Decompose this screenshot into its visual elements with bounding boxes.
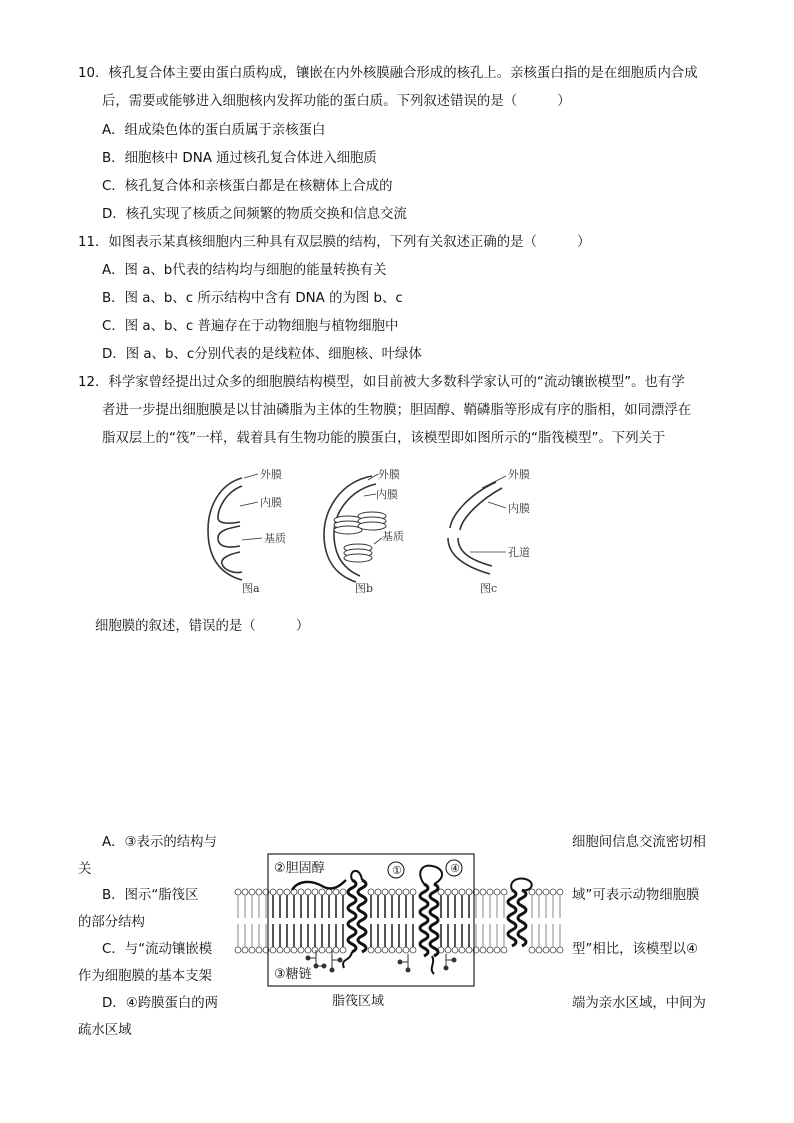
- figure-c-label-outer: 外膜: [508, 468, 530, 481]
- phospholipid-head: [312, 889, 318, 895]
- phospholipid-head: [536, 889, 542, 895]
- phospholipid-head: [550, 947, 556, 953]
- q10-option-d: D．核孔实现了核质之间频繁的物质交换和信息交流: [102, 207, 407, 222]
- q12-option-c-wrap: 作为细胞膜的基本支架: [78, 969, 212, 984]
- phospholipid-head: [396, 889, 402, 895]
- phospholipid-head: [305, 947, 311, 953]
- transmembrane-helix-a: [343, 871, 366, 968]
- phospholipid-head: [242, 889, 248, 895]
- q12-option-c-right: 型”相比，该模型以④: [572, 942, 699, 957]
- surface-protein: [292, 880, 346, 890]
- q12-option-a-right: 细胞间信息交流密切相: [572, 835, 706, 850]
- marker-1-label: ①: [392, 864, 402, 877]
- phospholipid-head: [459, 947, 465, 953]
- phospholipid-head: [494, 947, 500, 953]
- q12-stem-line3: 脂双层上的“筏”一样，载着具有生物功能的膜蛋白，该模型即如图所示的“脂筏模型”。下列关于: [102, 431, 666, 446]
- phospholipid-head: [403, 947, 409, 953]
- phospholipid-head: [249, 947, 255, 953]
- phospholipid-head: [333, 889, 339, 895]
- q10-stem-line2: 后，需要或能够进入细胞核内发挥功能的蛋白质。下列叙述错误的是（ ）: [102, 94, 571, 109]
- phospholipid-head: [298, 889, 304, 895]
- phospholipid-head: [249, 889, 255, 895]
- phospholipid-head: [480, 947, 486, 953]
- phospholipid-head: [291, 947, 297, 953]
- figure-c-label-inner: 内膜: [508, 502, 530, 515]
- q12-option-b-wrap: 的部分结构: [78, 915, 145, 930]
- phospholipid-head: [340, 947, 346, 953]
- q12-stem-line1: 12．科学家曾经提出过众多的细胞膜结构模型，如目前被大多数科学家认可的“流动镶嵌模型”。也有学: [78, 375, 685, 390]
- marker-4-label: ④: [450, 862, 460, 875]
- phospholipid-head: [326, 889, 332, 895]
- phospholipid-head: [396, 947, 402, 953]
- q11-option-c: C．图 a、b、c 普遍存在于动物细胞与植物细胞中: [102, 319, 399, 334]
- phospholipid-head: [389, 947, 395, 953]
- phospholipid-head: [557, 947, 563, 953]
- figure-a-caption: 图a: [242, 582, 260, 595]
- phospholipid-head: [319, 889, 325, 895]
- phospholipid-head: [550, 889, 556, 895]
- figure-b-label-outer: 外膜: [378, 468, 400, 481]
- phospholipid-head: [529, 947, 535, 953]
- phospholipid-head: [270, 947, 276, 953]
- phospholipid-head: [543, 947, 549, 953]
- lipid-raft-diagram: [232, 850, 568, 1010]
- phospholipid-head: [466, 889, 472, 895]
- q10-option-c: C．核孔复合体和亲核蛋白都是在核糖体上合成的: [102, 179, 393, 194]
- q11-stem: 11．如图表示某真核细胞内三种具有双层膜的结构，下列有关叙述正确的是（ ）: [78, 235, 591, 250]
- q12-option-a-left: A．③表示的结构与: [102, 835, 217, 850]
- phospholipid-head: [445, 889, 451, 895]
- phospholipid-head: [389, 889, 395, 895]
- figure-b-caption: 图b: [355, 582, 374, 595]
- raft-region-caption: 脂筏区域: [332, 994, 385, 1009]
- figure-b-grana: [334, 512, 386, 562]
- figure-c-leaders: [470, 476, 506, 552]
- phospholipid-head: [235, 889, 241, 895]
- phospholipid-head: [487, 889, 493, 895]
- q11-option-b: B．图 a、b、c 所示结构中含有 DNA 的为图 b、c: [102, 291, 403, 306]
- phospholipid-head: [494, 889, 500, 895]
- phospholipid-head: [270, 889, 276, 895]
- phospholipid-head: [501, 947, 507, 953]
- phospholipid-head: [480, 889, 486, 895]
- double-membrane-figures: [200, 466, 600, 598]
- q11-option-d: D．图 a、b、c分别代表的是线粒体、细胞核、叶绿体: [102, 347, 422, 362]
- phospholipid-head: [382, 947, 388, 953]
- phospholipid-head: [501, 889, 507, 895]
- q10-stem-line1: 10．核孔复合体主要由蛋白质构成，镶嵌在内外核膜融合形成的核孔上。亲核蛋白指的是在细胞质内合成: [78, 66, 698, 81]
- transmembrane-helix-b: [420, 866, 442, 974]
- phospholipid-head: [410, 889, 416, 895]
- phospholipid-head: [452, 889, 458, 895]
- phospholipid-head: [298, 947, 304, 953]
- phospholipid-head: [382, 889, 388, 895]
- q12-option-d-left: D．④跨膜蛋白的两: [102, 996, 219, 1011]
- figure-a-leaders: [240, 474, 262, 540]
- phospholipid-head: [375, 947, 381, 953]
- phospholipid-head: [242, 947, 248, 953]
- figure-a-label-outer: 外膜: [260, 468, 282, 481]
- phospholipid-head: [445, 947, 451, 953]
- phospholipid-head: [305, 889, 311, 895]
- q12-stem-line4: 细胞膜的叙述，错误的是（ ）: [95, 619, 310, 634]
- phospholipid-head: [410, 947, 416, 953]
- phospholipid-head: [277, 947, 283, 953]
- phospholipid-head: [284, 889, 290, 895]
- phospholipid-head: [333, 947, 339, 953]
- phospholipid-head: [235, 947, 241, 953]
- phospholipid-head: [284, 947, 290, 953]
- figure-b-label-inner: 内膜: [376, 488, 398, 501]
- q10-option-a: A．组成染色体的蛋白质属于亲核蛋白: [102, 123, 326, 138]
- q12-option-d-right: 端为亲水区域，中间为: [572, 996, 706, 1011]
- phospholipid-head: [256, 947, 262, 953]
- phospholipid-head: [312, 947, 318, 953]
- phospholipid-head: [277, 889, 283, 895]
- figure-c: [448, 482, 502, 574]
- phospholipid-head: [466, 947, 472, 953]
- figure-c-caption: 图c: [480, 582, 498, 595]
- q12-option-d-wrap: 疏水区域: [78, 1023, 132, 1038]
- q12-option-b-right: 域”可表示动物细胞膜: [572, 888, 700, 903]
- q12-stem-line2: 者进一步提出细胞膜是以甘油磷脂为主体的生物膜；胆固醇、鞘磷脂等形成有序的脂相，如同漂浮在: [102, 403, 692, 418]
- phospholipid-head: [536, 947, 542, 953]
- phospholipid-head: [326, 947, 332, 953]
- transmembrane-helix-outside: [508, 878, 532, 946]
- q11-option-a: A．图 a、b代表的结构均与细胞的能量转换有关: [102, 263, 387, 278]
- figure-c-label-pore: 孔道: [508, 546, 530, 559]
- phospholipid-head: [403, 889, 409, 895]
- phospholipid-head: [487, 947, 493, 953]
- figure-a-label-matrix: 基质: [264, 532, 286, 545]
- cholesterol-label: ②胆固醇: [274, 861, 325, 876]
- sugar-chain-label: ③糖链: [274, 967, 312, 982]
- phospholipid-head: [529, 889, 535, 895]
- phospholipid-head: [340, 889, 346, 895]
- phospholipid-head: [543, 889, 549, 895]
- phospholipid-head: [452, 947, 458, 953]
- q10-option-b: B．细胞核中 DNA 通过核孔复合体进入细胞质: [102, 151, 377, 166]
- q12-option-b-left: B．图示“脂筏区: [102, 888, 199, 903]
- phospholipid-head: [459, 889, 465, 895]
- q12-option-c-left: C．与“流动镶嵌模: [102, 942, 213, 957]
- phospholipid-head: [557, 889, 563, 895]
- figure-a-label-inner: 内膜: [260, 496, 282, 509]
- phospholipid-head: [319, 947, 325, 953]
- phospholipid-head: [368, 947, 374, 953]
- figure-b-label-matrix: 基质: [382, 530, 404, 543]
- phospholipid-head: [375, 889, 381, 895]
- phospholipid-head: [256, 889, 262, 895]
- figure-a: [208, 478, 242, 580]
- phospholipid-head: [368, 889, 374, 895]
- q12-option-a-wrap: 关: [78, 862, 92, 877]
